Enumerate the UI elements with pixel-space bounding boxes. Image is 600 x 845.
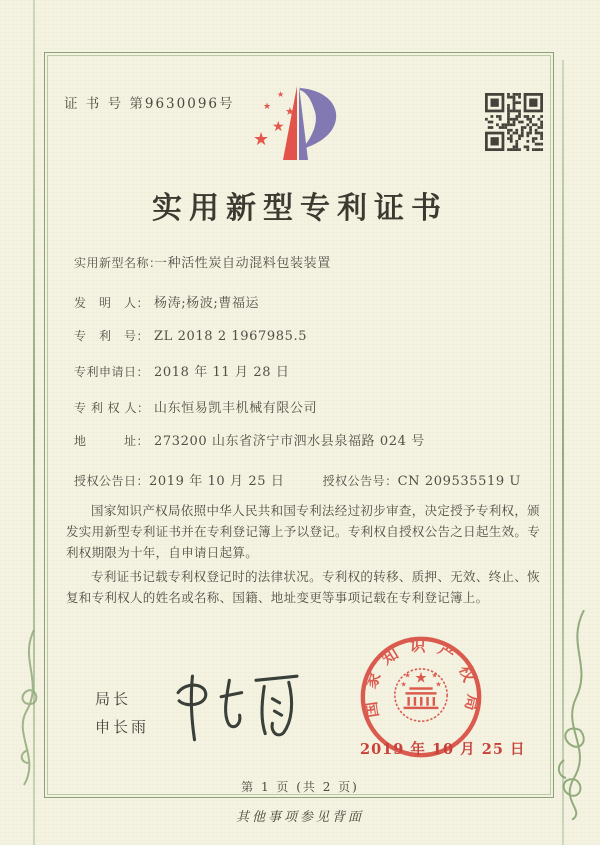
svg-text:★: ★ bbox=[414, 670, 428, 687]
svg-text:★: ★ bbox=[404, 671, 411, 680]
field-row-inventors bbox=[74, 292, 259, 311]
grant-number-pair bbox=[323, 472, 521, 489]
field-row-grant bbox=[74, 470, 521, 489]
logo-star-icon: ★ bbox=[253, 129, 270, 150]
page-number: 第 1 页 (共 2 页) bbox=[241, 780, 359, 794]
field-label: 授权公告号： bbox=[322, 474, 398, 488]
field-label: 专利申请日： bbox=[74, 365, 150, 379]
field-value: 273200 山东省济宁市泗水县泉福路 024 号 bbox=[154, 434, 425, 449]
logo-star-icon: ★ bbox=[263, 102, 272, 112]
back-note: 其他事项参见背面 bbox=[235, 810, 364, 825]
signer-name: 申长雨 bbox=[95, 718, 150, 736]
grant-date-pair bbox=[74, 470, 284, 489]
field-label: 发 明 人： bbox=[74, 296, 150, 310]
certificate-number: 证 书 号 第9630096号 bbox=[64, 96, 235, 112]
signer-title: 局长 bbox=[95, 690, 132, 708]
field-value: ZL 2018 2 1967985.5 bbox=[154, 329, 308, 344]
field-value: 2019 年 10 月 25 日 bbox=[149, 474, 285, 489]
legal-text bbox=[66, 500, 540, 611]
field-label: 地 址： bbox=[74, 434, 150, 448]
field-row-patentee bbox=[74, 397, 317, 416]
field-label: 实用新型名称： bbox=[74, 256, 162, 270]
seal-date: 2019 年 10 月 25 日 bbox=[360, 741, 526, 758]
signature-icon bbox=[163, 668, 308, 750]
field-row-name bbox=[74, 252, 331, 271]
corner-flourish-icon bbox=[534, 610, 594, 820]
field-label: 专 利 权 人： bbox=[74, 401, 150, 415]
svg-text:★: ★ bbox=[431, 671, 438, 680]
field-row-address bbox=[74, 430, 425, 449]
svg-text:★: ★ bbox=[435, 680, 442, 689]
seal-ring-text: 国家知识产权局 bbox=[359, 635, 484, 724]
field-value: 2018 年 11 月 28 日 bbox=[154, 365, 290, 380]
seal-emblem-icon bbox=[395, 669, 447, 721]
legal-paragraph-2: 专利证书记载专利权登记时的法律状况。专利权的转移、质押、无效、终止、恢复和专利权人的姓名或名称、国籍、地址变更等事项记载在专利登记簿上。 bbox=[66, 569, 540, 605]
certificate-title: 实用新型专利证书 bbox=[152, 191, 448, 226]
logo-star-icon: ★ bbox=[285, 105, 295, 118]
field-value: 一种活性炭自动混料包装装置 bbox=[154, 256, 331, 271]
corner-flourish-icon bbox=[14, 630, 54, 800]
svg-text:★: ★ bbox=[400, 680, 407, 689]
logo-wedges bbox=[250, 84, 346, 164]
field-row-patent-number bbox=[74, 327, 307, 344]
field-value: CN 209535519 U bbox=[397, 474, 521, 489]
field-value: 山东恒易凯丰机械有限公司 bbox=[154, 401, 318, 416]
field-value: 杨涛;杨波;曹福运 bbox=[154, 296, 260, 311]
qr-code bbox=[485, 93, 543, 151]
cnipa-logo-icon bbox=[250, 84, 346, 164]
field-label: 授权公告日： bbox=[74, 474, 150, 488]
logo-star-icon: ★ bbox=[277, 90, 285, 99]
legal-paragraph-1: 国家知识产权局依照中华人民共和国专利法经过初步审查，决定授予专利权，颁发实用新型专利证书并在专利登记簿上予以登记。专利权自授权公告之日起生效。专利权期限为十年，自申请日起算。 bbox=[66, 503, 540, 560]
field-row-filing-date bbox=[74, 361, 289, 380]
field-label: 专 利 号： bbox=[74, 329, 150, 343]
logo-star-icon: ★ bbox=[272, 119, 285, 135]
